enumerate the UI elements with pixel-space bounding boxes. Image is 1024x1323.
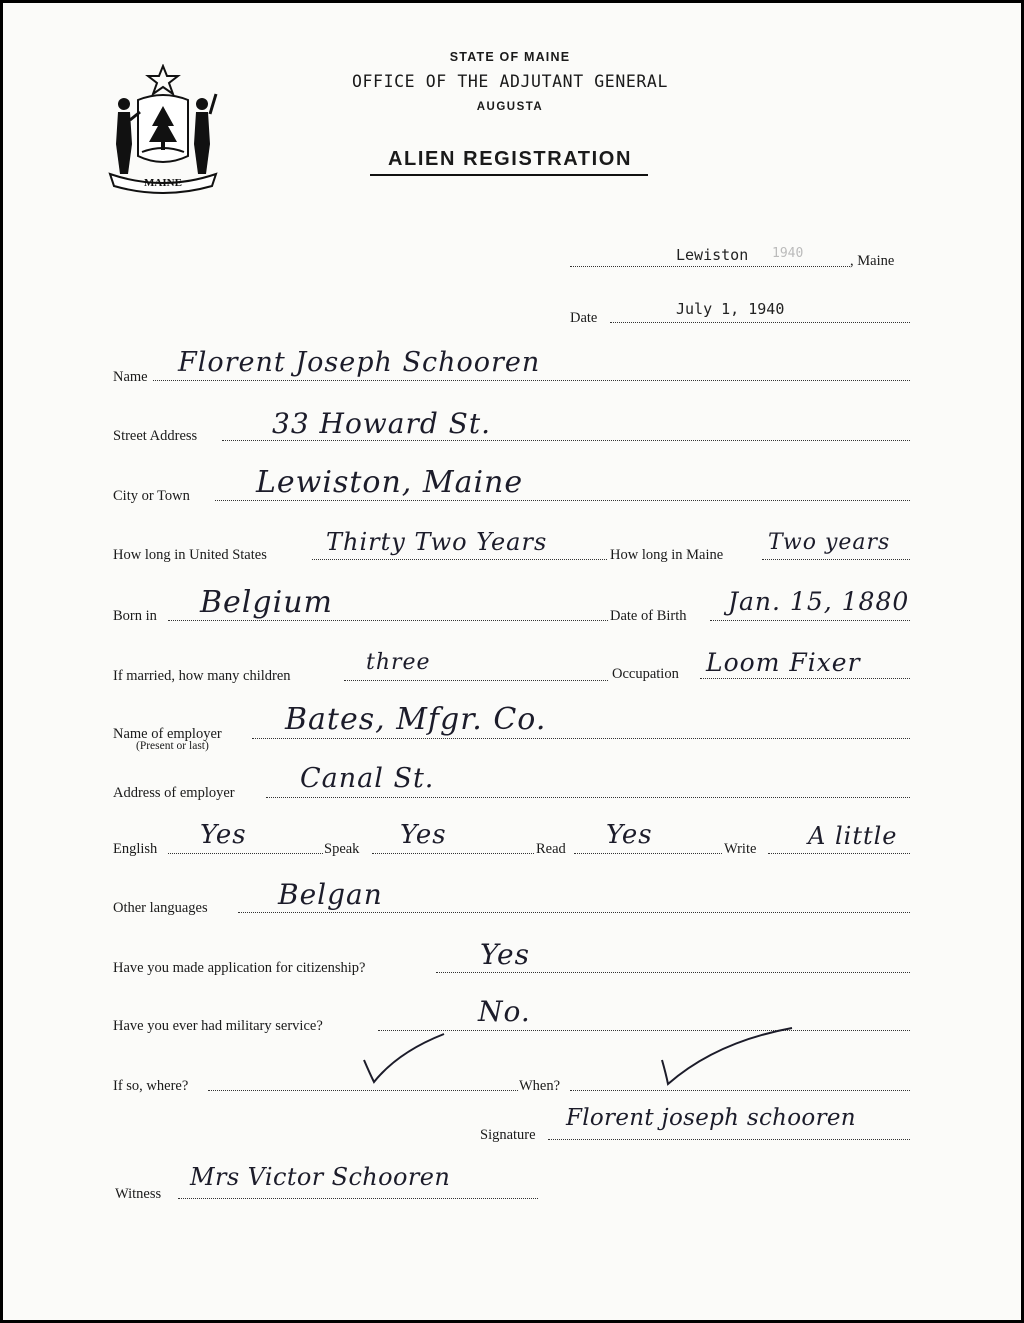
signature-value: Florent joseph schooren	[566, 1105, 856, 1131]
read-line	[574, 853, 722, 854]
military-label: Have you ever had military service?	[113, 1018, 323, 1034]
when-label: When?	[519, 1078, 561, 1094]
place-faint-stamp: 1940	[772, 246, 804, 261]
citizenship-value: Yes	[480, 938, 530, 971]
speak-line	[372, 853, 534, 854]
place-town: Lewiston	[676, 246, 749, 264]
where-line	[208, 1090, 518, 1091]
english-line	[168, 853, 323, 854]
other-languages-label: Other languages	[113, 900, 208, 916]
children-value: three	[366, 650, 431, 675]
dob-line	[710, 620, 910, 621]
us-duration-value: Thirty Two Years	[326, 528, 548, 556]
speak-value: Yes	[400, 820, 447, 850]
place-line	[570, 266, 850, 267]
write-label: Write	[724, 841, 757, 857]
born-in-label: Born in	[113, 608, 157, 624]
street-line	[222, 440, 910, 441]
seal-banner-text: MAINE	[144, 177, 182, 189]
children-label: If married, how many children	[113, 668, 291, 684]
us-duration-label: How long in United States	[113, 547, 267, 563]
state-seal	[106, 64, 220, 194]
employer-line	[252, 738, 910, 739]
header-city: AUGUSTA	[476, 101, 544, 113]
employer-address-line	[266, 797, 910, 798]
employer-address-label: Address of employer	[113, 785, 235, 801]
street-label: Street Address	[113, 428, 198, 444]
occupation-label: Occupation	[612, 666, 679, 682]
when-check-mark	[656, 1026, 796, 1088]
where-label: If so, where?	[113, 1078, 189, 1094]
witness-label: Witness	[115, 1186, 162, 1202]
form-title: ALIEN REGISTRATION	[388, 148, 632, 170]
speak-label: Speak	[324, 841, 360, 857]
read-value: Yes	[606, 820, 653, 850]
children-line	[344, 680, 608, 681]
dob-label: Date of Birth	[610, 608, 687, 624]
street-value: 33 Howard St.	[272, 407, 492, 440]
write-line	[768, 853, 910, 854]
citizenship-label: Have you made application for citizenship?	[113, 960, 366, 976]
signature-label: Signature	[480, 1127, 536, 1143]
born-in-line	[168, 620, 608, 621]
where-check-mark	[358, 1030, 448, 1088]
born-in-value: Belgium	[200, 585, 333, 620]
occupation-value: Loom Fixer	[706, 648, 861, 677]
english-value: Yes	[200, 820, 247, 850]
city-label: City or Town	[113, 488, 190, 504]
header-state: STATE OF MAINE	[449, 50, 571, 64]
date-value: July 1, 1940	[676, 300, 785, 318]
read-label: Read	[536, 841, 566, 857]
dob-value: Jan. 15, 1880	[728, 587, 910, 616]
employer-value: Bates, Mfgr. Co.	[285, 702, 547, 737]
name-label: Name	[113, 369, 148, 385]
date-line	[610, 322, 910, 323]
us-duration-line	[312, 559, 607, 560]
maine-duration-value: Two years	[768, 530, 891, 555]
other-languages-line	[238, 912, 910, 913]
occupation-line	[700, 678, 910, 679]
date-label: Date	[570, 310, 598, 326]
military-line	[378, 1030, 910, 1031]
military-value: No.	[478, 995, 531, 1028]
header-office: OFFICE OF THE ADJUTANT GENERAL	[351, 72, 668, 91]
maine-duration-label: How long in Maine	[610, 547, 724, 563]
maine-duration-line	[762, 559, 910, 560]
write-value: A little	[808, 822, 898, 850]
citizenship-line	[436, 972, 910, 973]
other-languages-value: Belgan	[278, 878, 383, 911]
employer-sublabel: (Present or last)	[136, 740, 209, 752]
name-line	[153, 380, 910, 381]
employer-address-value: Canal St.	[300, 763, 435, 794]
name-value: Florent Joseph Schooren	[178, 347, 541, 378]
witness-value: Mrs Victor Schooren	[190, 1163, 451, 1191]
when-line	[570, 1090, 910, 1091]
employer-label: Name of employer	[113, 726, 222, 742]
witness-line	[178, 1198, 538, 1199]
city-value: Lewiston, Maine	[256, 465, 524, 500]
signature-line	[548, 1139, 910, 1140]
place-state-suffix: , Maine	[850, 253, 895, 269]
english-label: English	[113, 841, 158, 857]
title-underline	[370, 174, 648, 176]
city-line	[215, 500, 910, 501]
